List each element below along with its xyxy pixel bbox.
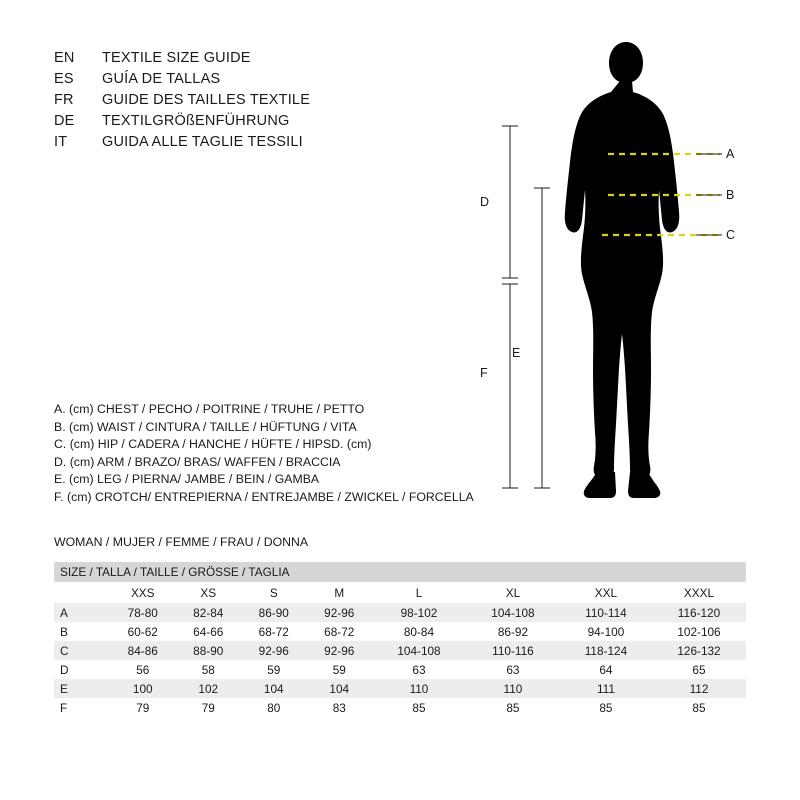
cell-a-m: 92-96 — [307, 603, 373, 622]
cell-b-s: 68-72 — [241, 622, 307, 641]
cell-a-xxs: 78-80 — [110, 603, 176, 622]
cell-f-xs: 79 — [176, 698, 242, 717]
cell-f-xxxl: 85 — [652, 698, 746, 717]
title-lang-es: ES — [54, 71, 74, 87]
title-lang-en: EN — [54, 50, 75, 66]
cell-d-xxs: 56 — [110, 660, 176, 679]
title-block — [54, 50, 474, 155]
cell-e-s: 104 — [241, 679, 307, 698]
cell-c-xxl: 118-124 — [560, 641, 652, 660]
cell-d-xl: 63 — [466, 660, 560, 679]
marker-label-b: B — [726, 188, 735, 202]
table-row — [54, 622, 746, 641]
table-row — [54, 660, 746, 679]
title-row — [54, 134, 474, 155]
cell-b-xs: 64-66 — [176, 622, 242, 641]
cell-f-xxs: 79 — [110, 698, 176, 717]
row-label-b: B — [54, 622, 110, 641]
col-header-l: L — [372, 582, 466, 603]
cell-c-s: 92-96 — [241, 641, 307, 660]
cell-b-xl: 86-92 — [466, 622, 560, 641]
cell-f-xxl: 85 — [560, 698, 652, 717]
row-label-e: E — [54, 679, 110, 698]
legend-item-a: A. (cm) CHEST / PECHO / POITRINE / TRUHE / PETTO — [54, 402, 365, 416]
title-row — [54, 50, 474, 71]
title-row — [54, 71, 474, 92]
title-text-fr: GUIDE DES TAILLES TEXTILE — [102, 92, 311, 108]
cell-b-m: 68-72 — [307, 622, 373, 641]
col-header-xs: XS — [176, 582, 242, 603]
col-header-xxs: XXS — [110, 582, 176, 603]
col-header-xxl: XXL — [560, 582, 652, 603]
cell-f-xl: 85 — [466, 698, 560, 717]
row-label-f: F — [54, 698, 110, 717]
cell-f-l: 85 — [372, 698, 466, 717]
legend-item-b: B. (cm) WAIST / CINTURA / TAILLE / HÜFTUNG / VITA — [54, 419, 357, 434]
cell-f-s: 80 — [241, 698, 307, 717]
cell-d-l: 63 — [372, 660, 466, 679]
title-lang-it: IT — [54, 134, 68, 150]
cell-e-xl: 110 — [466, 679, 560, 698]
cell-c-xs: 88-90 — [176, 641, 242, 660]
col-header-m: M — [307, 582, 373, 603]
size-table — [54, 562, 746, 717]
dim-label-e: E — [512, 346, 521, 360]
cell-d-xxl: 64 — [560, 660, 652, 679]
row-label-a: A — [54, 603, 110, 622]
row-label-c: C — [54, 641, 110, 660]
dim-label-d: D — [480, 195, 490, 209]
title-lang-fr: FR — [54, 92, 74, 108]
cell-e-m: 104 — [307, 679, 373, 698]
cell-b-xxl: 94-100 — [560, 622, 652, 641]
legend-item-f: F. (cm) CROTCH/ ENTREPIERNA / ENTREJAMBE / ZWICKEL / FORCELLA — [54, 489, 474, 504]
cell-b-xxs: 60-62 — [110, 622, 176, 641]
title-text-it: GUIDA ALLE TAGLIE TESSILI — [102, 134, 303, 150]
cell-d-s: 59 — [241, 660, 307, 679]
cell-a-xs: 82-84 — [176, 603, 242, 622]
title-text-es: GUÍA DE TALLAS — [102, 71, 221, 87]
dim-label-f: F — [480, 366, 488, 380]
table-row — [54, 641, 746, 660]
title-text-en: TEXTILE SIZE GUIDE — [102, 50, 251, 66]
legend-item-d: D. (cm) ARM / BRAZO/ BRAS/ WAFFEN / BRACCIA — [54, 454, 341, 469]
col-header-xxxl: XXXL — [652, 582, 746, 603]
cell-c-xxxl: 126-132 — [652, 641, 746, 660]
table-header-label: SIZE / TALLA / TAILLE / GRÖSSE / TAGLIA — [54, 562, 746, 582]
col-header-xl: XL — [466, 582, 560, 603]
silhouette-shape — [565, 42, 679, 498]
cell-e-xxxl: 112 — [652, 679, 746, 698]
row-label-d: D — [54, 660, 110, 679]
cell-a-xxl: 110-114 — [560, 603, 652, 622]
cell-e-l: 110 — [372, 679, 466, 698]
legend-item-e: E. (cm) LEG / PIERNA/ JAMBE / BEIN / GAMBA — [54, 472, 320, 486]
cell-e-xxs: 100 — [110, 679, 176, 698]
legend-item-c: C. (cm) HIP / CADERA / HANCHE / HÜFTE / HIPSD. (cm) — [54, 437, 372, 451]
cell-f-m: 83 — [307, 698, 373, 717]
col-header-blank — [54, 582, 110, 603]
cell-c-m: 92-96 — [307, 641, 373, 660]
cell-a-s: 86-90 — [241, 603, 307, 622]
table-column-headers — [54, 582, 746, 603]
title-row — [54, 113, 474, 134]
title-lang-de: DE — [54, 113, 75, 129]
legend-block — [54, 401, 524, 506]
cell-d-m: 59 — [307, 660, 373, 679]
cell-e-xxl: 111 — [560, 679, 652, 698]
cell-a-xxxl: 116-120 — [652, 603, 746, 622]
table-row — [54, 679, 746, 698]
cell-b-xxxl: 102-106 — [652, 622, 746, 641]
table-row — [54, 698, 746, 717]
table-header-band — [54, 562, 746, 582]
cell-c-xxs: 84-86 — [110, 641, 176, 660]
gender-row: WOMAN / MUJER / FEMME / FRAU / DONNA — [54, 535, 309, 549]
cell-b-l: 80-84 — [372, 622, 466, 641]
cell-d-xxxl: 65 — [652, 660, 746, 679]
title-row — [54, 92, 474, 113]
title-text-de: TEXTILGRÖßENFÜHRUNG — [102, 113, 290, 129]
table-row — [54, 603, 746, 622]
cell-a-l: 98-102 — [372, 603, 466, 622]
marker-label-a: A — [726, 147, 735, 161]
cell-c-xl: 110-116 — [466, 641, 560, 660]
cell-c-l: 104-108 — [372, 641, 466, 660]
cell-e-xs: 102 — [176, 679, 242, 698]
cell-d-xs: 58 — [176, 660, 242, 679]
marker-label-c: C — [726, 228, 736, 242]
cell-a-xl: 104-108 — [466, 603, 560, 622]
col-header-s: S — [241, 582, 307, 603]
